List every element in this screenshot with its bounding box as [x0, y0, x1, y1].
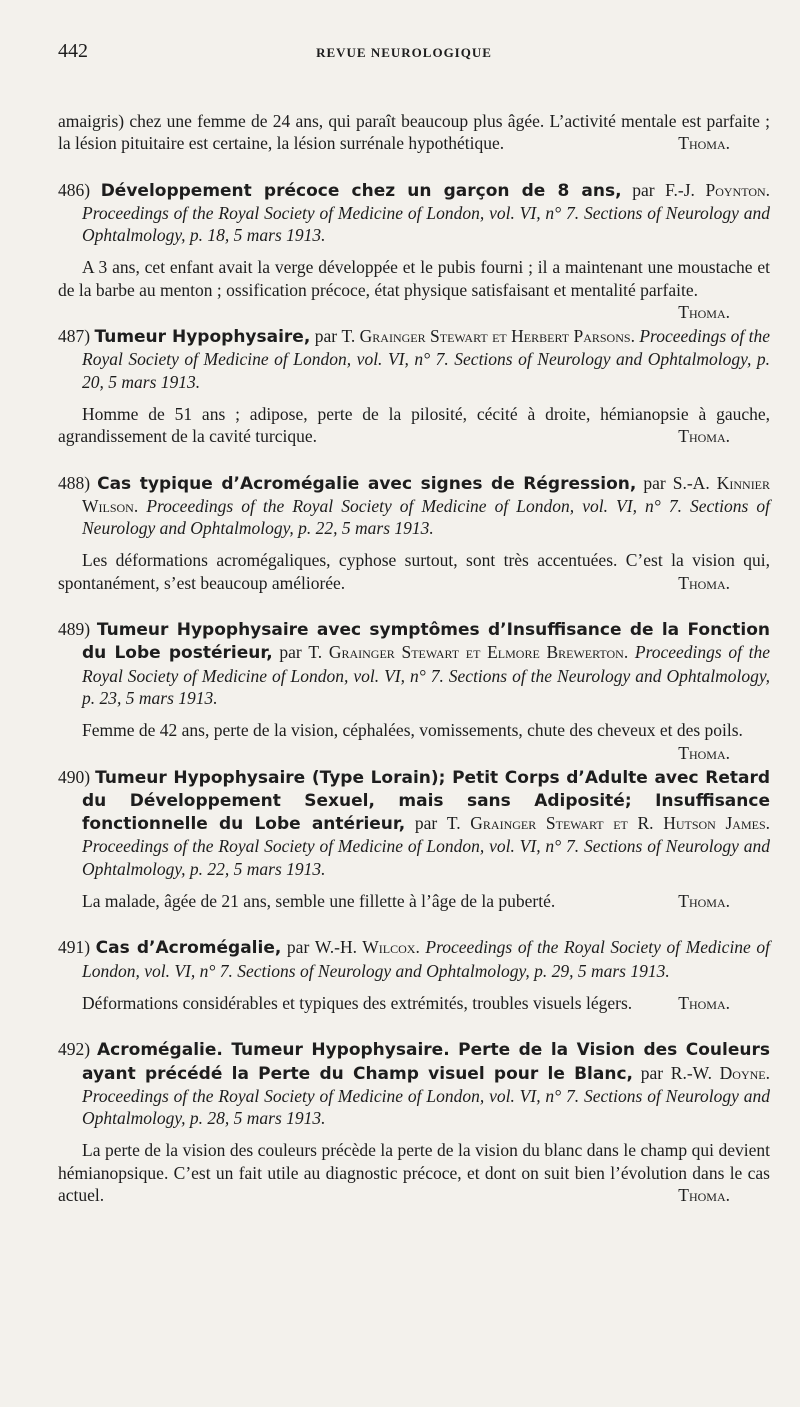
page-header: [58, 40, 770, 70]
author-prefix: par: [643, 472, 666, 493]
entry-author: W.-H. Wilcox.: [314, 937, 420, 958]
entry-author: T. Grainger Stewart et Elmore Brewerton.: [308, 642, 629, 663]
entry-body: [58, 1139, 770, 1206]
signature: Thoma.: [678, 891, 730, 912]
entry-title: Cas typique d’Acromégalie avec signes de Régression,: [97, 473, 637, 494]
entry-heading: [58, 179, 770, 247]
abstract-entry: [58, 766, 770, 913]
entry-author: R.-W. Doyne.: [670, 1062, 771, 1083]
signature: Thoma.: [678, 742, 730, 763]
signature: Thoma.: [678, 133, 730, 154]
entry-citation: Proceedings of the Royal Society of Medicine of London, vol. VI, n° 7. Sections of Neurology and Ophtalmology, p. 18, 5 mars 1913.: [82, 202, 770, 246]
abstract-entry: [58, 936, 770, 1014]
intro-text: amaigris) chez une femme de 24 ans, qui paraît beaucoup plus âgée. L’activité mentale est parfaite ; la lésion pituitaire est certaine, la lésion surrénale hypothétique.: [58, 111, 770, 154]
signature: Thoma.: [678, 1184, 730, 1205]
entry-number: 492): [58, 1039, 91, 1060]
entry-body: [58, 256, 770, 323]
intro-paragraph: [58, 110, 770, 155]
author-prefix: par: [279, 642, 302, 663]
abstract-entry: [58, 325, 770, 447]
signature: Thoma.: [678, 992, 730, 1013]
entry-number: 490): [58, 766, 91, 787]
entry-body-text: Déformations considérables et typiques des extrémités, troubles visuels légers.: [82, 992, 633, 1013]
entries-list: [58, 179, 770, 1207]
entry-author: T. Grainger Stewart et R. Hutson James.: [446, 813, 770, 834]
entry-body-text: Homme de 51 ans ; adipose, perte de la pilosité, cécité à droite, hémianopsie à gauche, agrandissement de la cavité turcique.: [58, 403, 770, 447]
entry-citation: Proceedings of the Royal Society of Medicine of London, vol. VI, n° 7. Sections of Neurology and Ophtalmology, p. 20, 5 mars 1913.: [82, 326, 770, 392]
entry-heading: [58, 936, 770, 982]
entry-number: 491): [58, 937, 91, 958]
abstract-entry: [58, 1038, 770, 1206]
author-prefix: par: [640, 1062, 664, 1083]
abstract-entry: [58, 179, 771, 323]
entry-number: 486): [58, 179, 91, 200]
running-head: REVUE NEUROLOGIQUE: [316, 45, 492, 60]
entry-title: Tumeur Hypophysaire (Type Lorain); Petit Corps d’Adulte avec Retard du Développement Sexuel, mais sans Adiposité; Insuffisance fonctionnelle du Lobe antérieur,: [82, 767, 771, 835]
entry-body: [58, 719, 770, 763]
entry-number: 489): [58, 619, 91, 640]
abstract-entry: [58, 472, 770, 594]
entry-heading: [58, 1038, 770, 1129]
entry-citation: Proceedings of the Royal Society of Medicine of London, vol. VI, n° 7. Sections of Neurology and Ophtalmology, p. 28, 5 mars 1913.: [82, 1085, 770, 1129]
entry-number: 488): [58, 472, 91, 493]
entry-number: 487): [58, 326, 91, 347]
entry-body: [58, 992, 770, 1014]
signature: Thoma.: [678, 302, 730, 323]
page-number: 442: [58, 40, 88, 62]
entry-heading: [58, 766, 770, 880]
entry-citation: Proceedings of the Royal Society of Medicine of London, vol. VI, n° 7. Sections of Neurology and Ophtalmology, p. 29, 5 mars 1913.: [82, 937, 771, 981]
entry-body: [58, 549, 770, 594]
author-prefix: par: [286, 937, 310, 958]
entry-body-text: A 3 ans, cet enfant avait la verge développée et le pubis fourni ; il a maintenant une moustache et de la barbe au menton ; ossification précoce, état physique satisfaisant et mentalité parfaite.: [58, 257, 770, 300]
entry-title: Tumeur Hypophysaire,: [94, 327, 311, 348]
entry-title: Cas d’Acromégalie,: [95, 938, 282, 959]
entry-body-text: Les déformations acromégaliques, cyphose surtout, sont très accentuées. C’est la vision qui, spontanément, s’est beaucoup améliorée.: [58, 550, 770, 593]
entry-body: [58, 403, 770, 448]
entry-body-text: Femme de 42 ans, perte de la vision, céphalées, vomissements, chute des cheveux et des poils.: [82, 720, 743, 741]
entry-body-text: La perte de la vision des couleurs précède la perte de la vision du blanc dans le champ qui devient hémianopsique. C’est un fait utile au diagnostic précoce, et dont on suit bien l’évolution dans le cas actuel.: [58, 1140, 770, 1205]
signature: Thoma.: [678, 572, 730, 593]
entry-title: Développement précoce chez un garçon de 8 ans,: [100, 180, 622, 201]
entry-author: F.-J. Poynton.: [665, 179, 771, 200]
abstract-entry: [58, 618, 771, 763]
entry-body: [58, 890, 770, 912]
entry-citation: Proceedings of the Royal Society of Medicine of London, vol. VI, n° 7. Sections of Neurology and Ophtalmology, p. 22, 5 mars 1913.: [82, 495, 771, 539]
entry-author: T. Grainger Stewart et Herbert Parsons.: [341, 326, 635, 347]
entry-heading: [58, 472, 770, 540]
author-prefix: par: [632, 179, 655, 200]
entry-heading: [58, 618, 770, 709]
entry-heading: [58, 325, 770, 393]
entry-author: S.-A. Kinnier Wilson.: [82, 472, 771, 516]
entry-body-text: La malade, âgée de 21 ans, semble une fillette à l’âge de la puberté.: [82, 891, 556, 912]
page: [58, 40, 770, 1206]
entry-title: Acromégalie. Tumeur Hypophysaire. Perte de la Vision des Couleurs ayant précédé la Perte du Champ visuel pour le Blanc,: [82, 1040, 770, 1084]
entry-title: Tumeur Hypophysaire avec symptômes d’Insuffisance de la Fonction du Lobe postérieur,: [82, 620, 770, 664]
author-prefix: par: [414, 813, 438, 834]
author-prefix: par: [314, 326, 338, 347]
entry-citation: Proceedings of the Royal Society of Medicine of London, vol. VI, n° 7. Sections of the Neurology and Ophtalmology, p. 23, 5 mars 1913.: [82, 642, 771, 708]
signature: Thoma.: [678, 426, 730, 447]
entry-citation: Proceedings of the Royal Society of Medicine of London, vol. VI, n° 7. Sections of Neurology and Ophtalmology, p. 22, 5 mars 1913.: [82, 836, 770, 879]
